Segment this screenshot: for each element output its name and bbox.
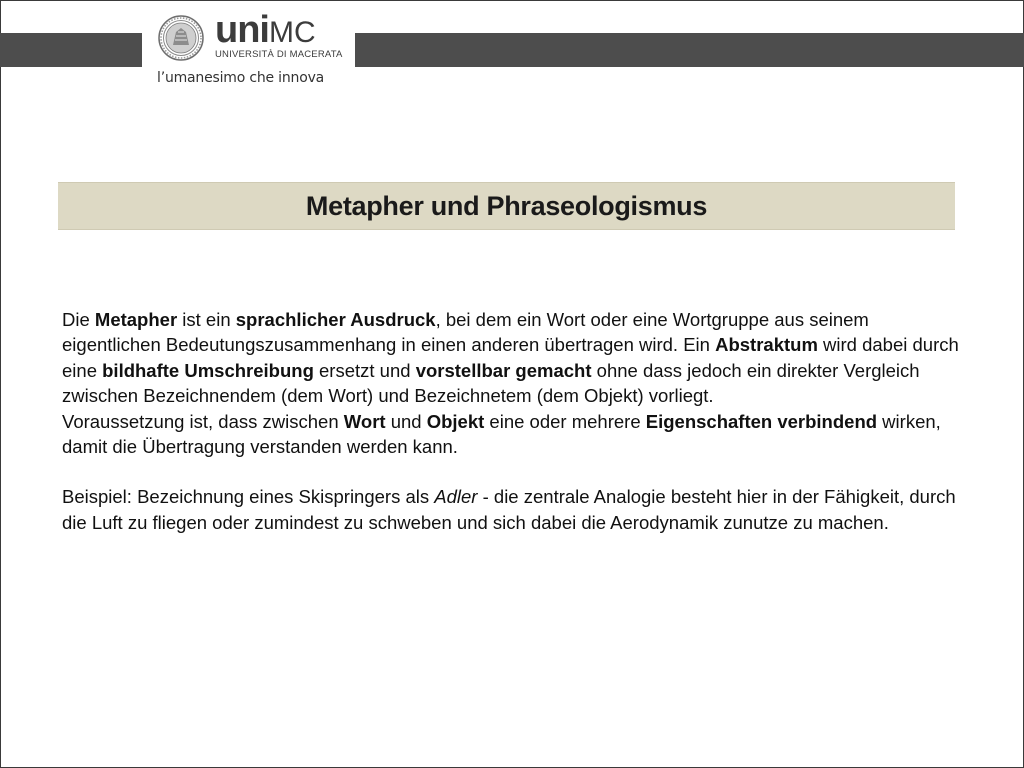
header-band-left (0, 33, 142, 67)
text-run-bold: Wort (343, 410, 386, 432)
condition-paragraph (62, 409, 962, 460)
header-band-right (355, 33, 1024, 67)
text-run-normal: Voraussetzung ist, dass zwischen (62, 410, 344, 432)
slide-title: Metapher und Phraseologismus (305, 190, 708, 221)
university-seal-icon (158, 15, 204, 61)
university-logo (157, 9, 347, 90)
text-run-normal: und (385, 410, 427, 432)
text-run-bold: Eigenschaften verbindend (645, 410, 878, 432)
text-run-normal: ersetzt und (313, 359, 416, 381)
text-run-bold: sprachlicher Ausdruck (235, 309, 436, 330)
text-run-bold: Metapher (94, 309, 178, 330)
text-run-normal: ohne dass jedoch ein direkter Vergleich zwischen Bezeichnendem (dem Wort) und Bezeichnetem (dem Objekt) vorliegt. (62, 359, 920, 407)
tagline: l’umanesimo che innova (157, 70, 325, 86)
text-run-bold: Abstraktum (715, 334, 818, 356)
text-run-normal: eine oder mehrere (484, 410, 646, 432)
text-run-bold: vorstellbar gemacht (415, 359, 592, 381)
paragraph-gap (62, 459, 962, 484)
text-run-normal: wirken, damit die Übertragung verstanden werden kann. (62, 410, 941, 458)
text-run-bold: Objekt (426, 410, 485, 432)
university-name: UNIVERSITÀ DI MACERATA (215, 49, 343, 60)
brand-light: MC (268, 16, 316, 49)
text-run-bold: bildhafte Umschreibung (102, 359, 314, 381)
example-paragraph (62, 484, 962, 535)
text-run-normal: , bei dem ein Wort oder eine Wortgruppe aus seinem eigentlichen Bedeutungszusammenhang in einen anderen übertragen wird. Ein (62, 309, 869, 356)
slide-body (62, 307, 962, 535)
title-bar (58, 182, 955, 230)
text-run-normal: wird dabei durch eine (62, 334, 959, 381)
definition-paragraph (62, 307, 962, 409)
brand-bold: uni (215, 9, 269, 51)
text-run-normal: ist ein (177, 309, 236, 330)
text-run-normal: Die (62, 309, 95, 330)
text-run-normal: Beispiel: Bezeichnung eines Skispringers als (62, 486, 435, 508)
text-run-italic: Adler (434, 486, 478, 508)
text-run-normal: - die zentrale Analogie besteht hier in der Fähigkeit, durch die Luft zu fliegen oder zumindest zu schweben und sich dabei die Aerodynamik zunutze zu machen. (62, 486, 956, 533)
